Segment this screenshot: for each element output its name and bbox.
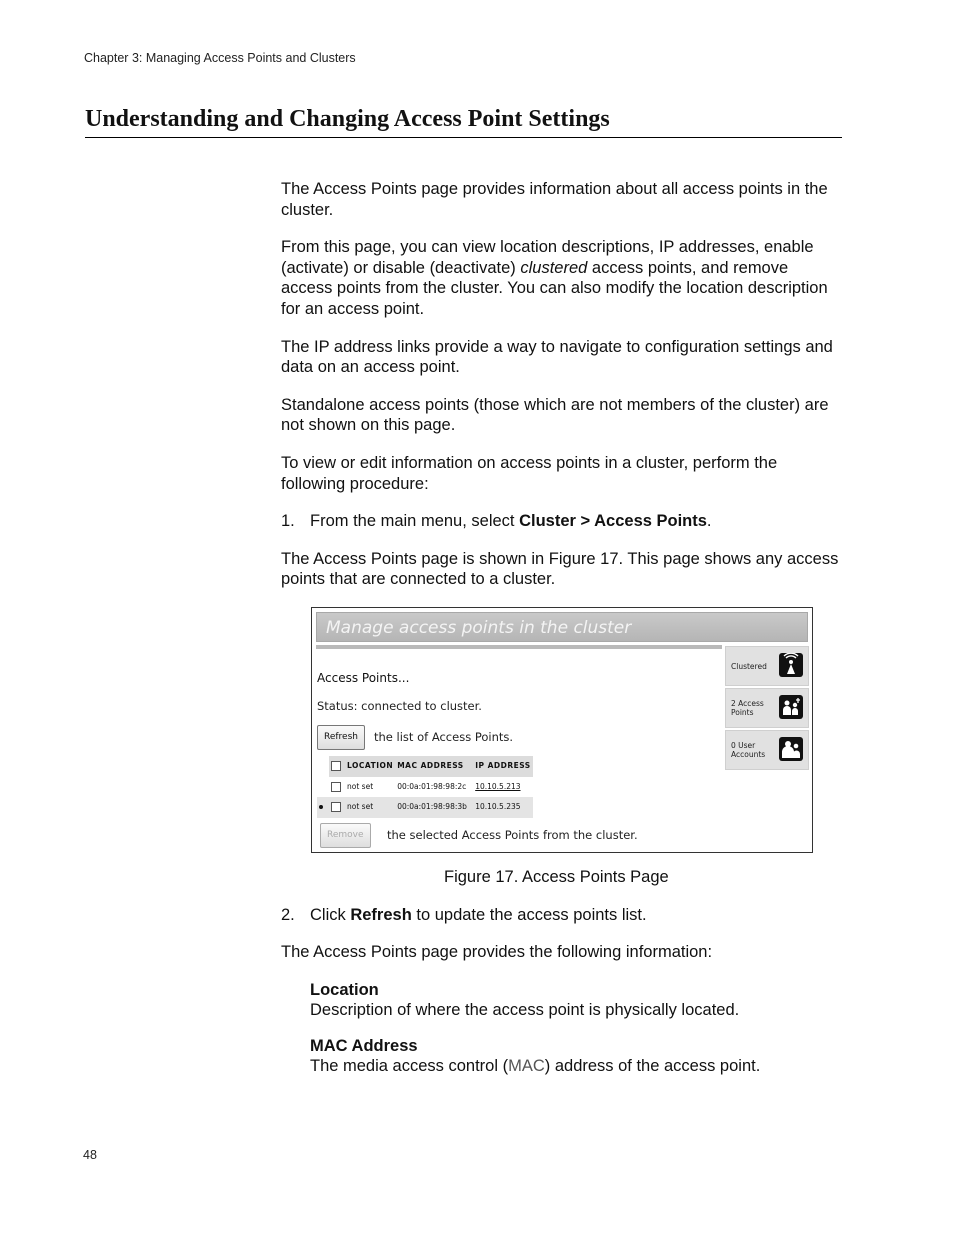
step-2-note: The Access Points page provides the following information: [281, 943, 713, 962]
intro-paragraph-3: The IP address links provide a way to navigate to configuration settings and data on an access point. [281, 337, 833, 377]
mac-link[interactable]: MAC [508, 1057, 545, 1076]
mac-desc-a: The media access control ( [310, 1057, 509, 1076]
p2-text-a: From this page, you can view location descriptions, IP addresses, enable (activate) or disable (deactivate) [281, 238, 814, 277]
refresh-button[interactable]: Refresh [317, 725, 365, 750]
row-radio-cell [317, 777, 329, 798]
row-checkbox[interactable] [331, 802, 341, 812]
table-row [317, 797, 533, 818]
side-label: 2 Access Points [731, 698, 764, 717]
refresh-term: Refresh [350, 905, 412, 924]
column-header-mac: MAC ADDRESS [395, 756, 473, 777]
step-2-text-a: Click [310, 905, 351, 924]
step-text [310, 905, 647, 926]
step-1-note: The Access Points page is shown in Figure 17. This page shows any access points that are connected to a cluster. [281, 549, 839, 589]
access-points-count-box[interactable] [725, 688, 809, 728]
mac-desc-b: ) address of the access point. [544, 1057, 761, 1076]
row-checkbox-cell [329, 777, 345, 798]
figure-divider [316, 645, 722, 649]
select-all-checkbox[interactable] [331, 761, 341, 771]
location-cell[interactable]: not set [345, 797, 395, 818]
step-1-text-a: From the main menu, select [310, 512, 520, 531]
definition-location [310, 980, 841, 1021]
figure-access-points-page [311, 607, 813, 853]
step-2-text-b: to update the access points list. [411, 905, 647, 924]
p2-emphasis: clustered [520, 258, 588, 277]
row-radio-cell [317, 797, 329, 818]
header-checkbox-cell [329, 756, 345, 777]
refresh-text: the list of Access Points. [374, 729, 514, 744]
column-header-location: LOCATION [345, 756, 395, 777]
step-number: 1. [281, 512, 295, 531]
definition-mac-address [310, 1036, 841, 1077]
remove-text: the selected Access Points from the cluster. [387, 827, 638, 842]
page-number: 48 [83, 1148, 97, 1162]
definition-description: Description of where the access point is physically located. [310, 1001, 740, 1020]
mac-cell: 00:0a:01:98:98:3b [395, 797, 473, 818]
intro-paragraph-1: The Access Points page provides information about all access points in the cluster. [281, 180, 828, 219]
menu-path: Cluster > Access Points [519, 512, 707, 531]
intro-paragraph-4: Standalone access points (those which are not members of the cluster) are not shown on this page. [281, 395, 829, 435]
body-text [281, 179, 841, 1077]
ip-link[interactable]: 10.10.5.213 [475, 781, 521, 791]
mac-cell: 00:0a:01:98:98:2c [397, 781, 467, 791]
definition-description [310, 1056, 841, 1077]
access-points-people-icon [779, 695, 803, 719]
cluster-signal-icon [779, 653, 803, 677]
step-1-text-b: . [706, 512, 712, 531]
side-label: Clustered [731, 661, 767, 671]
access-points-table [317, 756, 533, 818]
figure-caption: Figure 17. Access Points Page [444, 867, 669, 886]
banner-title: Manage access points in the cluster [326, 617, 632, 638]
side-label: 0 User Accounts [731, 740, 766, 759]
figure-status: Status: connected to cluster. [317, 698, 482, 713]
user-accounts-count-box[interactable] [725, 730, 809, 770]
clustered-status-box[interactable] [725, 646, 809, 686]
figure-banner [316, 612, 808, 642]
row-checkbox[interactable] [331, 782, 341, 792]
step-2 [281, 905, 841, 926]
running-header: Chapter 3: Managing Access Points and Clusters [84, 51, 356, 65]
ip-cell: 10.10.5.235 [473, 797, 533, 818]
row-checkbox-cell [329, 797, 345, 818]
intro-paragraph-2 [281, 237, 841, 319]
step-1 [281, 511, 841, 532]
user-accounts-icon [779, 737, 803, 761]
header-radio-cell [317, 756, 329, 777]
definition-term: Location [310, 980, 379, 999]
intro-paragraph-5: To view or edit information on access points in a cluster, perform the following procedure: [281, 453, 778, 493]
table-row [317, 777, 533, 798]
step-text [310, 511, 712, 532]
p2-text-b: access points, and remove access points from the cluster. You can also modify the location description for an access point. [281, 258, 828, 318]
figure-heading: Access Points... [317, 670, 410, 685]
location-cell[interactable]: not set [347, 781, 374, 791]
current-ap-indicator-icon [319, 805, 323, 809]
column-header-ip: IP ADDRESS [473, 756, 533, 777]
step-number: 2. [281, 905, 295, 924]
definition-term: MAC Address [310, 1036, 418, 1055]
section-title: Understanding and Changing Access Point Settings [85, 106, 842, 138]
table-header-row [317, 756, 533, 777]
remove-button[interactable]: Remove [320, 823, 371, 848]
